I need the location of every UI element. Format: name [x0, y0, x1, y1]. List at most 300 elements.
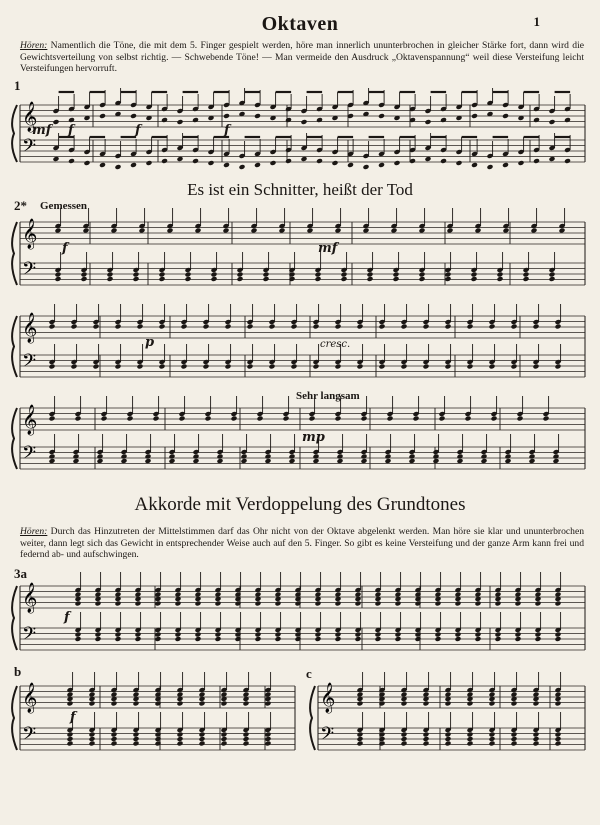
notehead — [107, 276, 114, 282]
bass-clef: 𝄢 — [22, 724, 37, 749]
notehead — [367, 272, 374, 278]
notes-ex2b-treble — [49, 304, 562, 329]
notehead — [71, 324, 78, 330]
notehead — [439, 416, 446, 422]
notehead — [391, 228, 398, 234]
notehead — [159, 276, 166, 282]
notehead — [177, 741, 184, 747]
notehead — [337, 454, 344, 460]
notehead — [115, 592, 122, 598]
notehead — [511, 736, 518, 742]
exercise-label-2: 2* — [14, 198, 27, 213]
notehead — [283, 416, 290, 422]
notehead — [555, 732, 562, 738]
notehead — [315, 601, 322, 607]
notehead — [265, 741, 272, 747]
notehead — [505, 454, 512, 460]
notehead — [133, 741, 140, 747]
notehead — [559, 228, 566, 234]
notehead — [275, 632, 282, 638]
notehead — [133, 736, 140, 742]
exercise-label-1: 1 — [14, 78, 21, 93]
notehead — [159, 272, 166, 278]
notehead — [133, 276, 140, 282]
notehead — [555, 741, 562, 747]
notehead — [511, 732, 518, 738]
notehead — [375, 592, 382, 598]
dynamic-ex1-f2: f — [135, 123, 141, 138]
notehead — [115, 364, 122, 370]
notehead — [215, 601, 222, 607]
notehead — [111, 701, 118, 707]
octaves-text: Namentlich die Töne, die mit dem 5. Finger gespielt werden, höre man innerlich ununterbrochen in gleicher Stärke fort, dann wird die Gewichtsverteilung von selbst richtig. — Schwebende Töne! — Man vermeide den Ausdruck „Oktavenspannung“ weil diese Versteifung leicht Versteifungen hervorruft. — [20, 40, 584, 75]
notehead — [75, 592, 82, 598]
notehead — [115, 601, 122, 607]
notehead — [95, 592, 102, 598]
notehead — [275, 592, 282, 598]
notehead — [195, 636, 202, 642]
notehead — [423, 736, 430, 742]
notehead — [301, 119, 308, 125]
notehead — [378, 113, 385, 119]
notehead — [177, 692, 184, 698]
notehead — [49, 454, 56, 460]
dynamic-ex1-mf: mf — [32, 123, 52, 138]
notehead — [195, 632, 202, 638]
notehead — [511, 741, 518, 747]
notehead — [367, 276, 374, 282]
notehead — [445, 276, 452, 282]
notehead — [265, 454, 272, 460]
notehead — [481, 458, 488, 464]
notehead — [489, 324, 496, 330]
notehead — [401, 364, 408, 370]
notehead — [467, 741, 474, 747]
notehead — [385, 454, 392, 460]
notehead — [133, 692, 140, 698]
notehead — [457, 454, 464, 460]
notehead — [487, 164, 494, 170]
notes-ex1-treble — [53, 88, 571, 125]
notehead — [315, 632, 322, 638]
notehead — [335, 228, 342, 234]
notehead — [269, 364, 276, 370]
notehead — [75, 601, 82, 607]
notehead — [135, 601, 142, 607]
notehead — [195, 592, 202, 598]
notehead — [265, 701, 272, 707]
notehead — [254, 113, 261, 119]
notehead — [440, 117, 447, 123]
notehead — [533, 732, 540, 738]
notehead — [555, 364, 562, 370]
notehead — [55, 272, 62, 278]
notehead — [394, 160, 401, 166]
notehead — [81, 272, 88, 278]
notehead — [465, 416, 472, 422]
notehead — [385, 458, 392, 464]
notehead — [270, 160, 277, 166]
notehead — [445, 692, 452, 698]
notehead — [309, 416, 316, 422]
notehead — [435, 632, 442, 638]
notehead — [291, 324, 298, 330]
notes-ex3b-bass — [67, 712, 272, 746]
notehead — [341, 272, 348, 278]
notehead — [531, 228, 538, 234]
notehead — [425, 156, 432, 162]
notehead — [155, 592, 162, 598]
notehead — [75, 416, 82, 422]
notehead — [89, 732, 96, 738]
notehead — [239, 164, 246, 170]
notehead — [67, 732, 74, 738]
notehead — [195, 228, 202, 234]
notehead — [401, 741, 408, 747]
notehead — [231, 416, 238, 422]
notes-ex3b-treble — [67, 672, 272, 706]
notehead — [279, 228, 286, 234]
notehead — [533, 701, 540, 707]
notes-ex1-bass — [53, 133, 571, 170]
notehead — [335, 364, 342, 370]
notehead — [133, 701, 140, 707]
system-ex2b-bass — [20, 355, 585, 377]
notehead — [495, 636, 502, 642]
notehead — [393, 272, 400, 278]
notehead — [241, 454, 248, 460]
notehead — [419, 272, 426, 278]
notehead — [445, 272, 452, 278]
notehead — [315, 636, 322, 642]
notehead — [533, 692, 540, 698]
notehead — [97, 458, 104, 464]
notehead — [503, 228, 510, 234]
notehead — [423, 364, 430, 370]
notehead — [67, 736, 74, 742]
notehead — [361, 458, 368, 464]
notehead — [169, 454, 176, 460]
notehead — [192, 158, 199, 164]
notehead — [133, 732, 140, 738]
notehead — [137, 324, 144, 330]
system-ex2a-treble — [20, 222, 585, 244]
notehead — [495, 592, 502, 598]
notehead — [355, 636, 362, 642]
notehead — [269, 324, 276, 330]
notehead — [221, 701, 228, 707]
notehead — [435, 601, 442, 607]
notehead — [177, 156, 184, 162]
notehead — [111, 741, 118, 747]
notehead — [49, 364, 56, 370]
notehead — [549, 119, 556, 125]
notehead — [533, 117, 540, 123]
notehead — [471, 162, 478, 168]
notehead — [467, 736, 474, 742]
title-schnitter: Es ist ein Schnitter, heißt der Tod — [187, 180, 413, 199]
notehead — [515, 592, 522, 598]
notehead — [445, 736, 452, 742]
notehead — [175, 601, 182, 607]
dynamic-ex2-cresc: cresc. — [320, 339, 351, 350]
notehead — [395, 592, 402, 598]
brace — [12, 586, 17, 650]
notes-ex3a-bass — [75, 612, 562, 642]
notehead — [423, 732, 430, 738]
notehead — [89, 736, 96, 742]
notehead — [316, 158, 323, 164]
notehead — [315, 272, 322, 278]
notehead — [456, 160, 463, 166]
notehead — [255, 592, 262, 598]
notehead — [491, 416, 498, 422]
notehead — [555, 736, 562, 742]
notehead — [53, 156, 60, 162]
notehead — [555, 601, 562, 607]
notehead — [255, 601, 262, 607]
notehead — [73, 458, 80, 464]
notehead — [221, 692, 228, 698]
notehead — [130, 162, 137, 168]
notehead — [553, 454, 560, 460]
notehead — [115, 324, 122, 330]
notehead — [523, 272, 530, 278]
notehead — [95, 636, 102, 642]
notehead — [337, 458, 344, 464]
notehead — [217, 454, 224, 460]
notehead — [335, 416, 342, 422]
notehead — [55, 228, 62, 234]
notehead — [175, 636, 182, 642]
notehead — [203, 364, 210, 370]
notehead — [301, 156, 308, 162]
notehead — [107, 272, 114, 278]
notehead — [251, 228, 258, 234]
notehead — [497, 276, 504, 282]
notehead — [433, 454, 440, 460]
dynamic-ex2-mp: mp — [302, 430, 325, 445]
dynamic-ex3b-f: f — [70, 710, 76, 725]
notehead — [247, 364, 254, 370]
notehead — [265, 732, 272, 738]
notehead — [49, 416, 56, 422]
notehead — [254, 162, 261, 168]
notehead — [395, 636, 402, 642]
notehead — [159, 324, 166, 330]
notehead — [137, 364, 144, 370]
notehead — [363, 164, 370, 170]
notehead — [523, 276, 530, 282]
notehead — [529, 454, 536, 460]
notehead — [315, 592, 322, 598]
notehead — [199, 701, 206, 707]
notehead — [535, 636, 542, 642]
notehead — [215, 632, 222, 638]
notehead — [419, 276, 426, 282]
notehead — [409, 454, 416, 460]
notehead — [313, 364, 320, 370]
treble-clef: 𝄞 — [22, 583, 38, 613]
notehead — [555, 632, 562, 638]
notehead — [395, 632, 402, 638]
notehead — [355, 632, 362, 638]
dynamic-ex2-mf: mf — [318, 241, 338, 256]
notehead — [435, 592, 442, 598]
bass-clef: 𝄢 — [320, 724, 335, 749]
notehead — [361, 454, 368, 460]
brace — [310, 686, 315, 750]
notehead — [357, 364, 364, 370]
notehead — [203, 324, 210, 330]
notehead — [555, 636, 562, 642]
notehead — [265, 458, 272, 464]
notehead — [285, 158, 292, 164]
notehead — [313, 458, 320, 464]
notehead — [135, 632, 142, 638]
notehead — [237, 272, 244, 278]
notehead — [71, 364, 78, 370]
notehead — [475, 632, 482, 638]
brace — [12, 105, 17, 162]
notehead — [475, 636, 482, 642]
bass-clef: 𝄢 — [22, 443, 37, 468]
notehead — [379, 324, 386, 330]
brace — [12, 408, 17, 469]
notehead — [115, 164, 122, 170]
notehead — [89, 741, 96, 747]
notehead — [263, 276, 270, 282]
notehead — [121, 454, 128, 460]
notehead — [357, 324, 364, 330]
notehead — [99, 113, 106, 119]
notehead — [177, 736, 184, 742]
notehead — [423, 692, 430, 698]
notehead — [285, 117, 292, 123]
notehead — [153, 416, 160, 422]
notehead — [199, 732, 206, 738]
notehead — [467, 364, 474, 370]
notehead — [111, 228, 118, 234]
notehead — [543, 416, 550, 422]
notehead — [73, 454, 80, 460]
notehead — [135, 636, 142, 642]
notes-ex3c-treble — [357, 672, 562, 706]
notehead — [68, 158, 75, 164]
notehead — [489, 741, 496, 747]
notehead — [467, 324, 474, 330]
notehead — [89, 701, 96, 707]
notes-ex2a-bass — [55, 252, 556, 282]
notehead — [145, 458, 152, 464]
notehead — [205, 416, 212, 422]
notehead — [241, 458, 248, 464]
notehead — [93, 324, 100, 330]
notehead — [401, 732, 408, 738]
title-akkorde: Akkorde mit Verdoppelung des Grundtones — [134, 494, 466, 515]
notehead — [445, 324, 452, 330]
notehead — [489, 732, 496, 738]
notehead — [395, 601, 402, 607]
chords-lead: Hören: — [20, 526, 48, 537]
notehead — [495, 601, 502, 607]
notehead — [440, 158, 447, 164]
notehead — [564, 158, 571, 164]
notehead — [553, 458, 560, 464]
notehead — [175, 592, 182, 598]
notehead — [357, 736, 364, 742]
notehead — [257, 416, 264, 422]
notehead — [215, 592, 222, 598]
notehead — [211, 276, 218, 282]
page-number: 1 — [533, 14, 540, 29]
notehead — [455, 592, 462, 598]
notehead — [435, 636, 442, 642]
notehead — [387, 416, 394, 422]
notehead — [502, 113, 509, 119]
notehead — [179, 416, 186, 422]
notehead — [379, 364, 386, 370]
notehead — [145, 454, 152, 460]
bass-clef: 𝄢 — [22, 259, 37, 284]
notehead — [111, 732, 118, 738]
notehead — [265, 692, 272, 698]
notehead — [445, 732, 452, 738]
notehead — [332, 160, 339, 166]
notehead — [433, 458, 440, 464]
notehead — [445, 701, 452, 707]
notehead — [115, 632, 122, 638]
octaves-lead: Hören: — [20, 40, 48, 51]
notehead — [55, 276, 62, 282]
exercise-label-3a: 3a — [14, 566, 27, 581]
notehead — [555, 324, 562, 330]
notehead — [193, 458, 200, 464]
notehead — [533, 158, 540, 164]
notehead — [199, 741, 206, 747]
notehead — [471, 276, 478, 282]
treble-clef: 𝄞 — [22, 219, 38, 249]
notehead — [455, 601, 462, 607]
notehead — [159, 364, 166, 370]
notehead — [67, 692, 74, 698]
notehead — [375, 636, 382, 642]
notehead — [99, 162, 106, 168]
notehead — [237, 276, 244, 282]
notehead — [533, 324, 540, 330]
notehead — [455, 632, 462, 638]
notehead — [357, 692, 364, 698]
notehead — [378, 162, 385, 168]
notehead — [409, 458, 416, 464]
notehead — [335, 632, 342, 638]
notehead — [121, 458, 128, 464]
notehead — [495, 632, 502, 638]
notehead — [455, 636, 462, 642]
notehead — [445, 364, 452, 370]
notehead — [181, 324, 188, 330]
notehead — [467, 701, 474, 707]
notehead — [255, 632, 262, 638]
notehead — [291, 364, 298, 370]
notehead — [75, 632, 82, 638]
notehead — [471, 272, 478, 278]
brace — [12, 222, 17, 285]
notehead — [549, 276, 556, 282]
notehead — [401, 701, 408, 707]
notehead — [357, 741, 364, 747]
notehead — [457, 458, 464, 464]
